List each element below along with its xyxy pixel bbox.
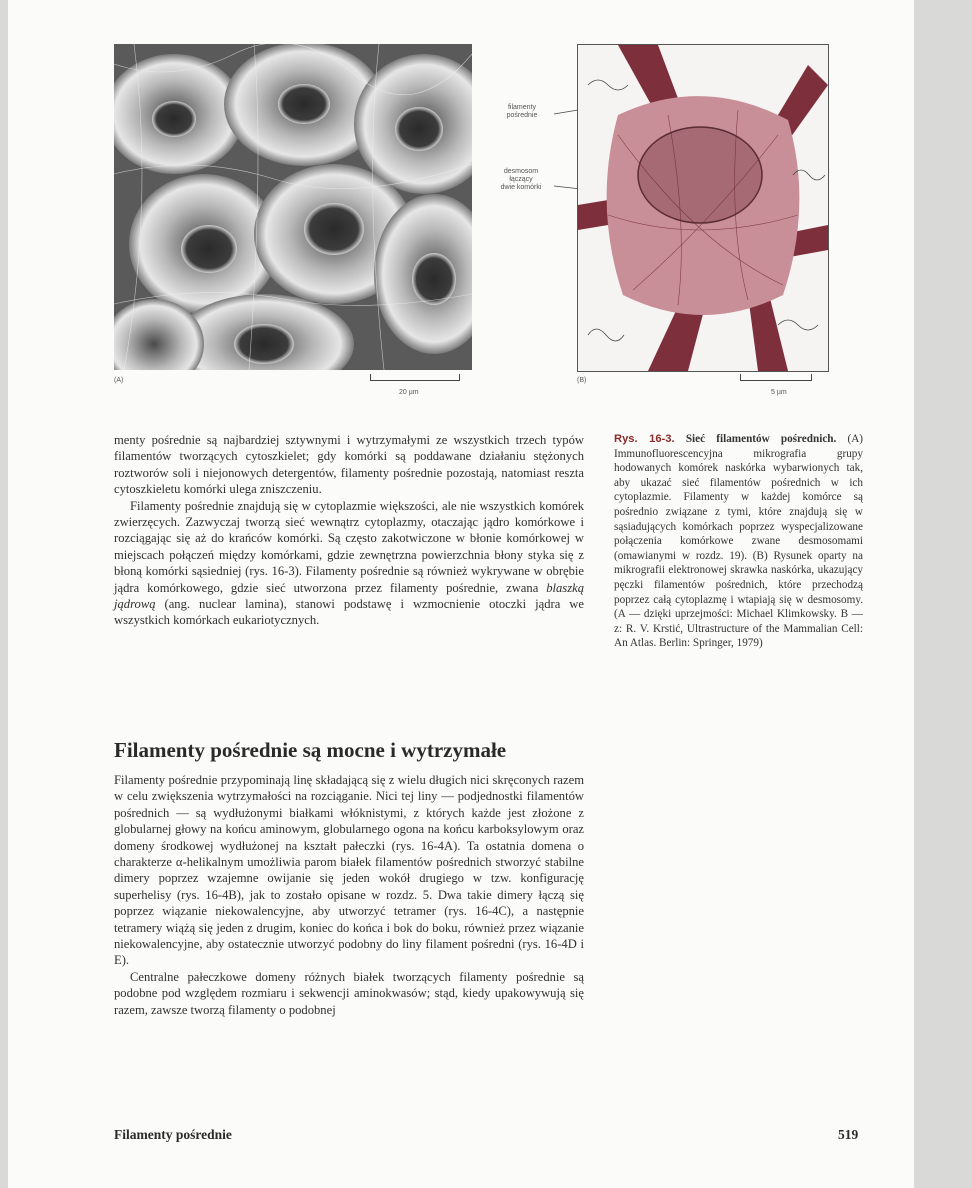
callout-filaments-line2: pośrednie bbox=[506, 112, 538, 119]
callout-filaments bbox=[494, 104, 550, 120]
paragraph-2-part-a: Filamenty pośrednie znajdują się w cytoplazmie większości, ale nie wszystkich komórek zwierzęcych. Zazwyczaj tworzą sieć wewnątrz cytoplazmy, otaczając jądro komórkowe i rozciągając się aż do krańców komórki. Są często zakotwiczone w błonie komórkowej w miejscach połączeń między komórkami, gdzie zewnętrzna powierzchnia błony styka się z błoną komórki sąsiedniej (rys. 16-3). Filamenty pośrednie są również wykrywane w obrębie jądra komórkowego, gdzie sieć utworzona przez filamenty pośrednie, zwana bbox=[114, 498, 584, 595]
callout-desmosome-line1: desmosom bbox=[503, 168, 539, 175]
figure-a-label: (A) bbox=[114, 377, 124, 384]
paragraph-2 bbox=[114, 498, 584, 629]
callout-desmosome-line3: dwie komórki bbox=[500, 184, 542, 191]
caption-text: (A) Immunofluorescencyjna mikrografia grupy hodowanych komórek naskórka wybarwionych tak, aby ukazać sieć filamentów pośrednich w ich cytoplazmie. Filamenty w każdej komórce są pośrednio związane z tymi, które znajdują się w sąsiadujących komórkach poprzez wyspecjalizowane połączenia komórkowe zwane desmosomami (omawianymi w rozdz. 19). (B) Rysunek oparty na mikrografii elektronowej skrawka naskórka, ukazujący pęczki filamentów pośrednich, które przechodzą poprzez całą cytoplazmę i wtapiają się w desmosomy. (A — dzięki uprzejmości: Michael Klimkowsky. B — z: R. V. Krstić, Ultrastructure of the Mammalian Cell: An Atlas. Berlin: Springer, 1979) bbox=[614, 433, 864, 650]
caption-title: Sieć filamentów pośrednich. bbox=[685, 433, 837, 445]
paragraph-4: Centralne pałeczkowe domeny różnych białek tworzących filamenty pośrednie są podobne pod względem rozmiaru i sekwencji aminokwasów; stąd, kiedy upakowywują się razem, zawsze tworzą filamenty o podobnej bbox=[114, 969, 584, 1017]
running-footer: Filamenty pośrednie bbox=[114, 1127, 232, 1142]
main-text-block-1 bbox=[114, 432, 584, 629]
caption-label: Rys. 16-3. bbox=[614, 433, 675, 445]
callout-desmosome-line2: łączący bbox=[509, 176, 533, 183]
main-text-block-2 bbox=[114, 772, 584, 1018]
figure-caption bbox=[614, 432, 863, 651]
paragraph-3: Filamenty pośrednie przypominają linę składającą się z wielu długich nici skręconych razem w celu zwiększenia wytrzymałości na rozciąganie. Nici tej liny — podjednostki filamentów pośrednich — są wydłużonymi białkami włóknistymi, z których każde jest złożone z globularnej głowy na końcu aminowym, globularnego ogona na końcu karboksylowym oraz domeny środkowej wydłużonej na kształt pałeczki (rys. 16-4A). Ta ostatnia domena o charakterze α-helikalnym umożliwia parom białek filamentów pośrednich stworzyć stabilne dimery poprzez wzajemne owijanie się jeden wokół drugiego w tzw. konfigurację superhelisy (rys. 16-4B), jak to zostało opisane w rozdz. 5. Dwa takie dimery łączą się poprzez wiązanie niekowalencyjne, aby utworzyć tetramer (rys. 16-4C), a następnie tetramery wiążą się jeden z drugim, koniec do końca i bok do boku, również przez wiązanie niekowalencyjne, aby ostatecznie utworzyć podobny do liny filament pośredni (rys. 16-4D i E). bbox=[114, 773, 584, 968]
figure-b-label: (B) bbox=[577, 377, 587, 384]
paragraph-2-part-b: (ang. nuclear lamina), stanowi podstawę i wzmocnienie otoczki jądra we wszystkich komórkach eukariotycznych. bbox=[114, 597, 584, 628]
figure-b-scale-bar bbox=[740, 374, 812, 381]
cell-drawing bbox=[578, 45, 828, 371]
section-heading: Filamenty pośrednie są mocne i wytrzymałe bbox=[114, 738, 507, 762]
figure-a-scale-label: 20 µm bbox=[399, 389, 419, 396]
callout-desmosome bbox=[490, 168, 552, 192]
figure-b-drawing bbox=[577, 44, 829, 372]
micrograph-image bbox=[114, 44, 472, 370]
callout-filaments-line1: filamenty bbox=[507, 104, 536, 111]
figure-b-scale-label: 5 µm bbox=[771, 389, 787, 396]
page-number: 519 bbox=[838, 1127, 859, 1142]
paragraph-1: menty pośrednie są najbardziej sztywnymi i wytrzymałymi ze wszystkich trzech typów filamentów tworzących cytoszkielet; gdy komórki są poddawane działaniu stężonych roztworów soli i niejonowych detergentów, filamenty pośrednie pozostają, natomiast reszta cytoszkieletu komórki ulega zniszczeniu. bbox=[114, 433, 584, 497]
figure-a-scale-bar bbox=[370, 374, 460, 381]
figure-a-micrograph bbox=[114, 44, 472, 370]
paragraph-2-term: blaszką jądrową bbox=[114, 580, 584, 612]
